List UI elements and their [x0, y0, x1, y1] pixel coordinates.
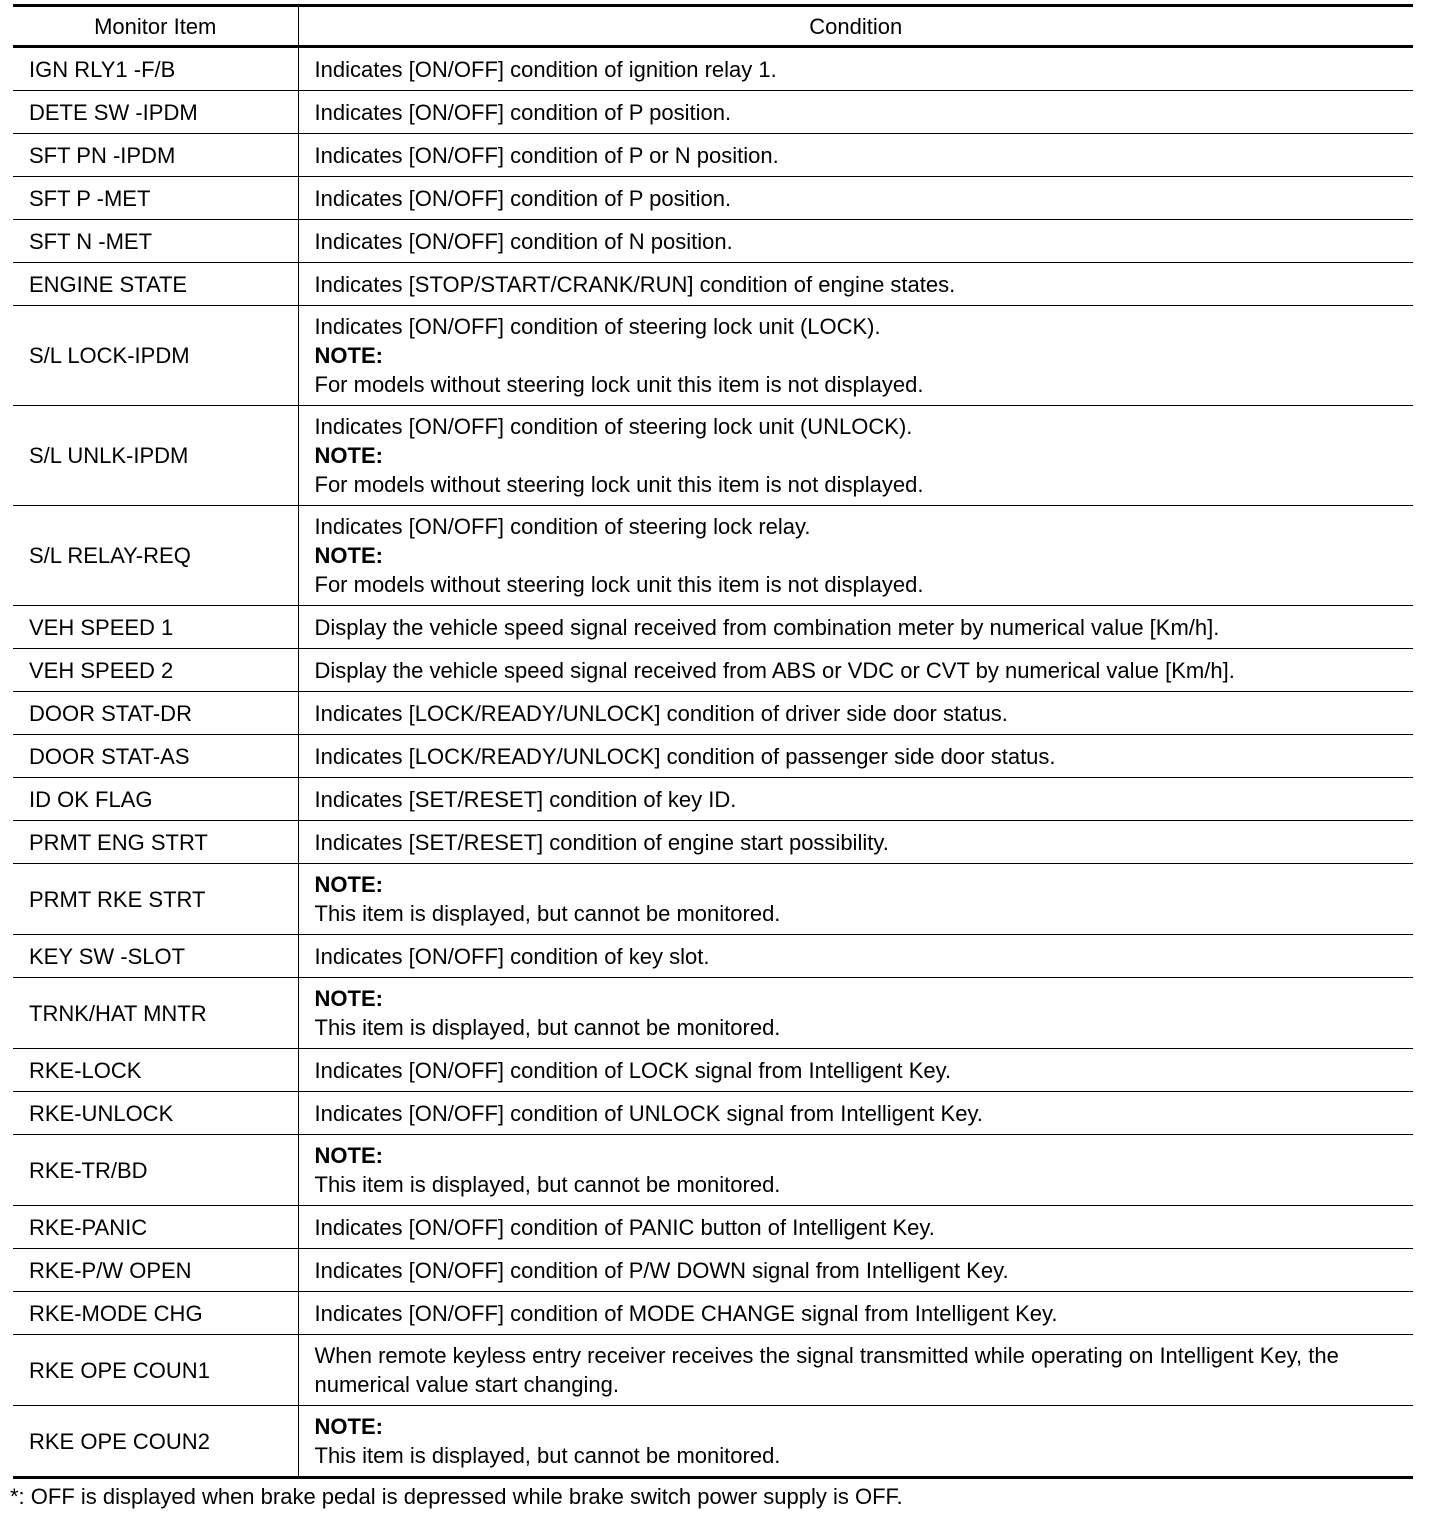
- monitor-item-cell: VEH SPEED 2: [13, 649, 298, 692]
- table-row: [13, 406, 1413, 506]
- condition-text: Indicates [ON/OFF] condition of steering lock unit (UNLOCK).: [314, 414, 913, 439]
- condition-cell: [298, 778, 1413, 821]
- condition-cell: [298, 649, 1413, 692]
- condition-text: Indicates [ON/OFF] condition of P position.: [314, 185, 732, 211]
- condition-cell: [298, 406, 1413, 506]
- monitor-item-cell: RKE-P/W OPEN: [13, 1249, 298, 1292]
- note-text: This item is displayed, but cannot be monitored.: [314, 1172, 781, 1197]
- condition-text: When remote keyless entry receiver receives the signal transmitted while operating on Intelligent Key, the numerical value start changing.: [314, 1343, 1339, 1397]
- condition-cell: [298, 821, 1413, 864]
- note-label: NOTE:: [314, 986, 383, 1011]
- monitor-item-cell: RKE-MODE CHG: [13, 1292, 298, 1335]
- table-row: [13, 1049, 1413, 1092]
- monitor-item-cell: RKE-TR/BD: [13, 1135, 298, 1206]
- table-row: [13, 91, 1413, 134]
- table-row: [13, 735, 1413, 778]
- table-row: [13, 978, 1413, 1049]
- monitor-item-cell: PRMT ENG STRT: [13, 821, 298, 864]
- table-row: [13, 1292, 1413, 1335]
- table-row: [13, 649, 1413, 692]
- condition-cell: [298, 1206, 1413, 1249]
- condition-text: Indicates [ON/OFF] condition of MODE CHANGE signal from Intelligent Key.: [314, 1300, 1058, 1326]
- document: [10, 4, 1413, 1510]
- table-row: [13, 1092, 1413, 1135]
- condition-text: Indicates [ON/OFF] condition of P/W DOWN signal from Intelligent Key.: [314, 1257, 1009, 1283]
- condition-text: Indicates [ON/OFF] condition of UNLOCK signal from Intelligent Key.: [314, 1100, 983, 1126]
- monitor-item-cell: SFT N -MET: [13, 220, 298, 263]
- condition-text: Indicates [ON/OFF] condition of steering lock unit (LOCK).: [314, 314, 881, 339]
- condition-cell: [298, 1335, 1413, 1406]
- condition-cell: [298, 1092, 1413, 1135]
- table-row: [13, 864, 1413, 935]
- note-text: This item is displayed, but cannot be monitored.: [314, 1015, 781, 1040]
- table-row: [13, 821, 1413, 864]
- monitor-item-cell: SFT PN -IPDM: [13, 134, 298, 177]
- monitor-item-cell: KEY SW -SLOT: [13, 935, 298, 978]
- table-row: [13, 692, 1413, 735]
- monitor-item-cell: DOOR STAT-AS: [13, 735, 298, 778]
- condition-cell: [298, 935, 1413, 978]
- note-text: For models without steering lock unit this item is not displayed.: [314, 472, 924, 497]
- table-row: [13, 134, 1413, 177]
- monitor-item-cell: S/L LOCK-IPDM: [13, 306, 298, 406]
- condition-cell: [298, 864, 1413, 935]
- condition-text: Indicates [ON/OFF] condition of LOCK signal from Intelligent Key.: [314, 1057, 952, 1083]
- condition-text: Indicates [LOCK/READY/UNLOCK] condition of passenger side door status.: [314, 743, 1056, 769]
- note-label: NOTE:: [314, 343, 383, 368]
- table-row: [13, 263, 1413, 306]
- monitor-item-cell: RKE-UNLOCK: [13, 1092, 298, 1135]
- condition-cell: [298, 306, 1413, 406]
- condition-text: Indicates [ON/OFF] condition of N position.: [314, 228, 733, 254]
- table-header-row: [13, 6, 1413, 47]
- condition-cell: [298, 47, 1413, 91]
- condition-cell: [298, 1249, 1413, 1292]
- condition-text: Indicates [LOCK/READY/UNLOCK] condition of driver side door status.: [314, 700, 1008, 726]
- condition-text: Indicates [ON/OFF] condition of ignition relay 1.: [314, 56, 777, 82]
- condition-cell: [298, 1292, 1413, 1335]
- condition-text: Indicates [SET/RESET] condition of engine start possibility.: [314, 829, 889, 855]
- monitor-item-cell: IGN RLY1 -F/B: [13, 47, 298, 91]
- table-body: [13, 47, 1413, 1478]
- monitor-item-cell: RKE-LOCK: [13, 1049, 298, 1092]
- monitor-item-table: [13, 4, 1413, 1479]
- condition-text: Indicates [SET/RESET] condition of key ID.: [314, 786, 737, 812]
- condition-text: Indicates [STOP/START/CRANK/RUN] condition of engine states.: [314, 271, 956, 297]
- condition-cell: [298, 177, 1413, 220]
- header-monitor-item: Monitor Item: [13, 6, 298, 47]
- monitor-item-cell: TRNK/HAT MNTR: [13, 978, 298, 1049]
- note-text: This item is displayed, but cannot be monitored.: [314, 1443, 781, 1468]
- monitor-item-cell: DETE SW -IPDM: [13, 91, 298, 134]
- monitor-item-cell: PRMT RKE STRT: [13, 864, 298, 935]
- condition-cell: [298, 91, 1413, 134]
- monitor-item-cell: S/L RELAY-REQ: [13, 506, 298, 606]
- monitor-item-cell: SFT P -MET: [13, 177, 298, 220]
- table-row: [13, 1335, 1413, 1406]
- note-label: NOTE:: [314, 872, 383, 897]
- monitor-item-cell: RKE OPE COUN1: [13, 1335, 298, 1406]
- table-row: [13, 1406, 1413, 1478]
- note-text: For models without steering lock unit this item is not displayed.: [314, 572, 924, 597]
- monitor-item-cell: VEH SPEED 1: [13, 606, 298, 649]
- header-condition: Condition: [809, 13, 903, 39]
- note-label: NOTE:: [314, 443, 383, 468]
- monitor-item-cell: ID OK FLAG: [13, 778, 298, 821]
- condition-cell: [298, 1049, 1413, 1092]
- condition-cell: [298, 692, 1413, 735]
- monitor-item-cell: ENGINE STATE: [13, 263, 298, 306]
- monitor-item-cell: S/L UNLK-IPDM: [13, 406, 298, 506]
- table-row: [13, 47, 1413, 91]
- condition-text: Display the vehicle speed signal received from combination meter by numerical value [Km/h].: [314, 614, 1220, 640]
- condition-text: Indicates [ON/OFF] condition of steering lock relay.: [314, 514, 811, 539]
- condition-text: Indicates [ON/OFF] condition of P or N position.: [314, 142, 779, 168]
- table-row: [13, 1206, 1413, 1249]
- condition-cell: [298, 606, 1413, 649]
- note-label: NOTE:: [314, 1414, 383, 1439]
- condition-cell: [298, 1135, 1413, 1206]
- condition-cell: [298, 220, 1413, 263]
- note-text: For models without steering lock unit this item is not displayed.: [314, 372, 924, 397]
- note-label: NOTE:: [314, 543, 383, 568]
- table-row: [13, 177, 1413, 220]
- table-row: [13, 1135, 1413, 1206]
- footnote: *: OFF is displayed when brake pedal is depressed while brake switch power supply is OFF.: [10, 1484, 903, 1509]
- table-row: [13, 506, 1413, 606]
- monitor-item-cell: DOOR STAT-DR: [13, 692, 298, 735]
- condition-cell: [298, 506, 1413, 606]
- table-row: [13, 1249, 1413, 1292]
- table-row: [13, 778, 1413, 821]
- condition-text: Indicates [ON/OFF] condition of key slot.: [314, 943, 710, 969]
- condition-cell: [298, 134, 1413, 177]
- table-row: [13, 935, 1413, 978]
- monitor-item-cell: RKE OPE COUN2: [13, 1406, 298, 1478]
- note-label: NOTE:: [314, 1143, 383, 1168]
- table-row: [13, 606, 1413, 649]
- table-row: [13, 306, 1413, 406]
- condition-text: Indicates [ON/OFF] condition of PANIC button of Intelligent Key.: [314, 1214, 935, 1240]
- condition-cell: [298, 978, 1413, 1049]
- condition-cell: [298, 735, 1413, 778]
- note-text: This item is displayed, but cannot be monitored.: [314, 901, 781, 926]
- condition-cell: [298, 263, 1413, 306]
- table-row: [13, 220, 1413, 263]
- monitor-item-cell: RKE-PANIC: [13, 1206, 298, 1249]
- condition-text: Indicates [ON/OFF] condition of P position.: [314, 99, 732, 125]
- condition-cell: [298, 1406, 1413, 1478]
- condition-text: Display the vehicle speed signal received from ABS or VDC or CVT by numerical value [Km/h].: [314, 657, 1235, 683]
